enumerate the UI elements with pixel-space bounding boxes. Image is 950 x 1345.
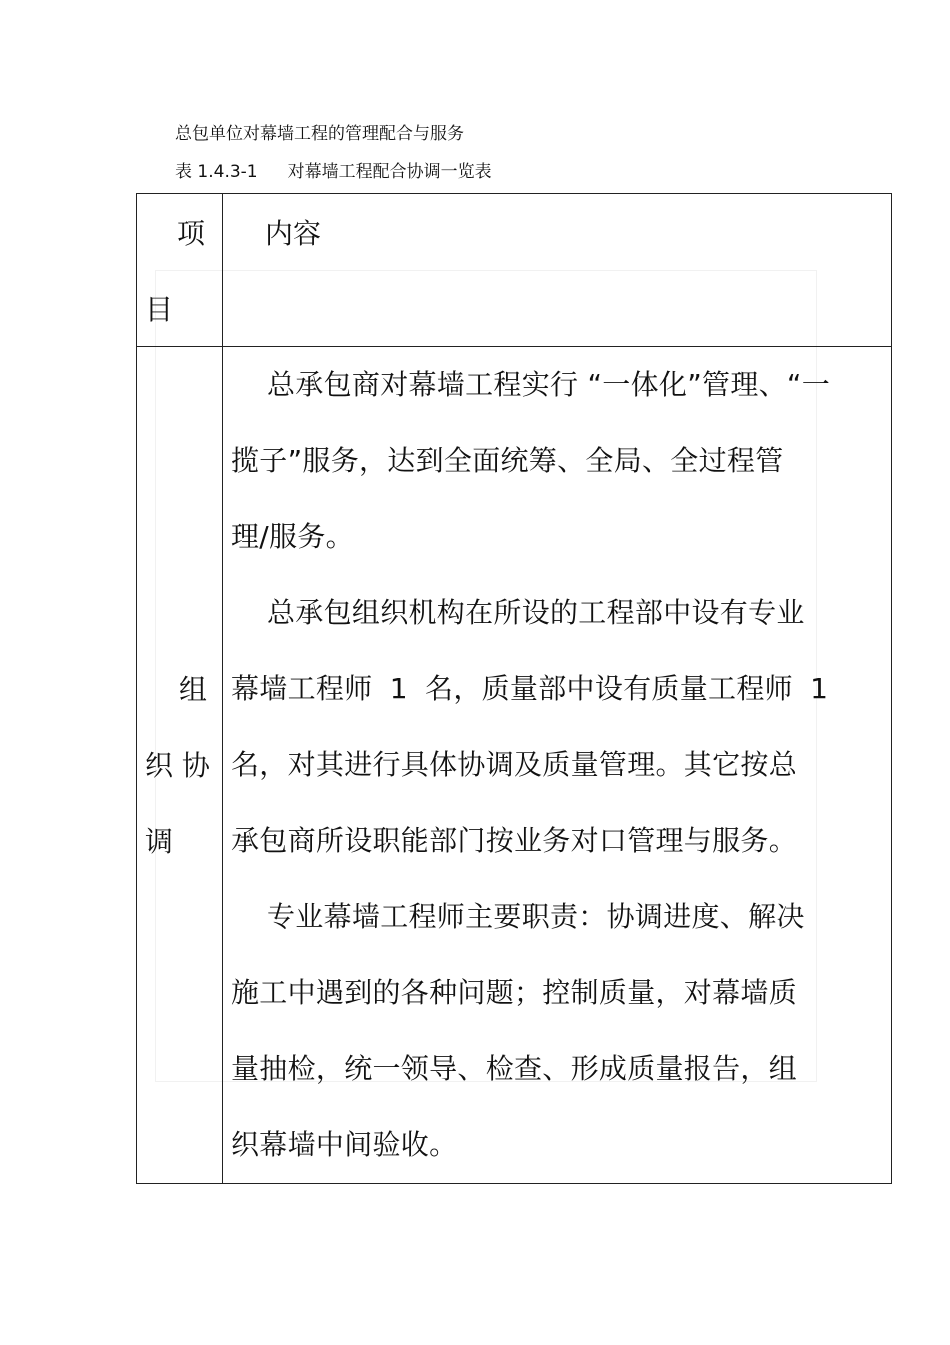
- paragraph-line: 量抽检，统一领导、检查、形成质量报告，组: [231, 1052, 798, 1085]
- paragraph-line: 总承包组织机构在所设的工程部中设有专业: [267, 596, 805, 629]
- paragraph-line: 施工中遇到的各种问题；控制质量，对幕墙质: [231, 976, 798, 1009]
- paragraph-line: 总承包商对幕墙工程实行 “一体化”管理、“一: [267, 368, 831, 401]
- paragraph-line: 理/服务。: [231, 520, 354, 553]
- row-label-line-3: 调: [145, 825, 174, 858]
- paragraph-line: 承包商所设职能部门按业务对口管理与服务。: [231, 824, 798, 857]
- paragraph-line: 揽子”服务，达到全面统筹、全局、全过程管: [231, 444, 784, 477]
- content-paragraph: [231, 575, 891, 879]
- coordination-table: [136, 193, 892, 1184]
- header-content: 内容: [265, 217, 322, 250]
- table-caption: [175, 160, 492, 184]
- row-content: [231, 347, 891, 1183]
- column-divider: [222, 194, 223, 1183]
- header-item-char-1: 项: [177, 217, 206, 250]
- row-label-line-2: 织 协: [145, 749, 210, 782]
- section-heading: 总包单位对幕墙工程的管理配合与服务: [175, 124, 464, 144]
- paragraph-line: 织幕墙中间验收。: [231, 1128, 458, 1161]
- paragraph-line: 专业幕墙工程师主要职责：协调进度、解决: [267, 900, 805, 933]
- header-item-char-2: 目: [145, 293, 174, 326]
- content-paragraph: [231, 879, 891, 1183]
- table-title: 对幕墙工程配合协调一览表: [287, 162, 492, 182]
- row-label-line-1: 组: [179, 673, 208, 706]
- paragraph-line: 名，对其进行具体协调及质量管理。其它按总: [231, 748, 798, 781]
- table-number: 表 1.4.3-1: [175, 162, 258, 182]
- paragraph-line: 幕墙工程师 1 名，质量部中设有质量工程师 1: [231, 672, 829, 705]
- content-paragraph: [231, 347, 891, 575]
